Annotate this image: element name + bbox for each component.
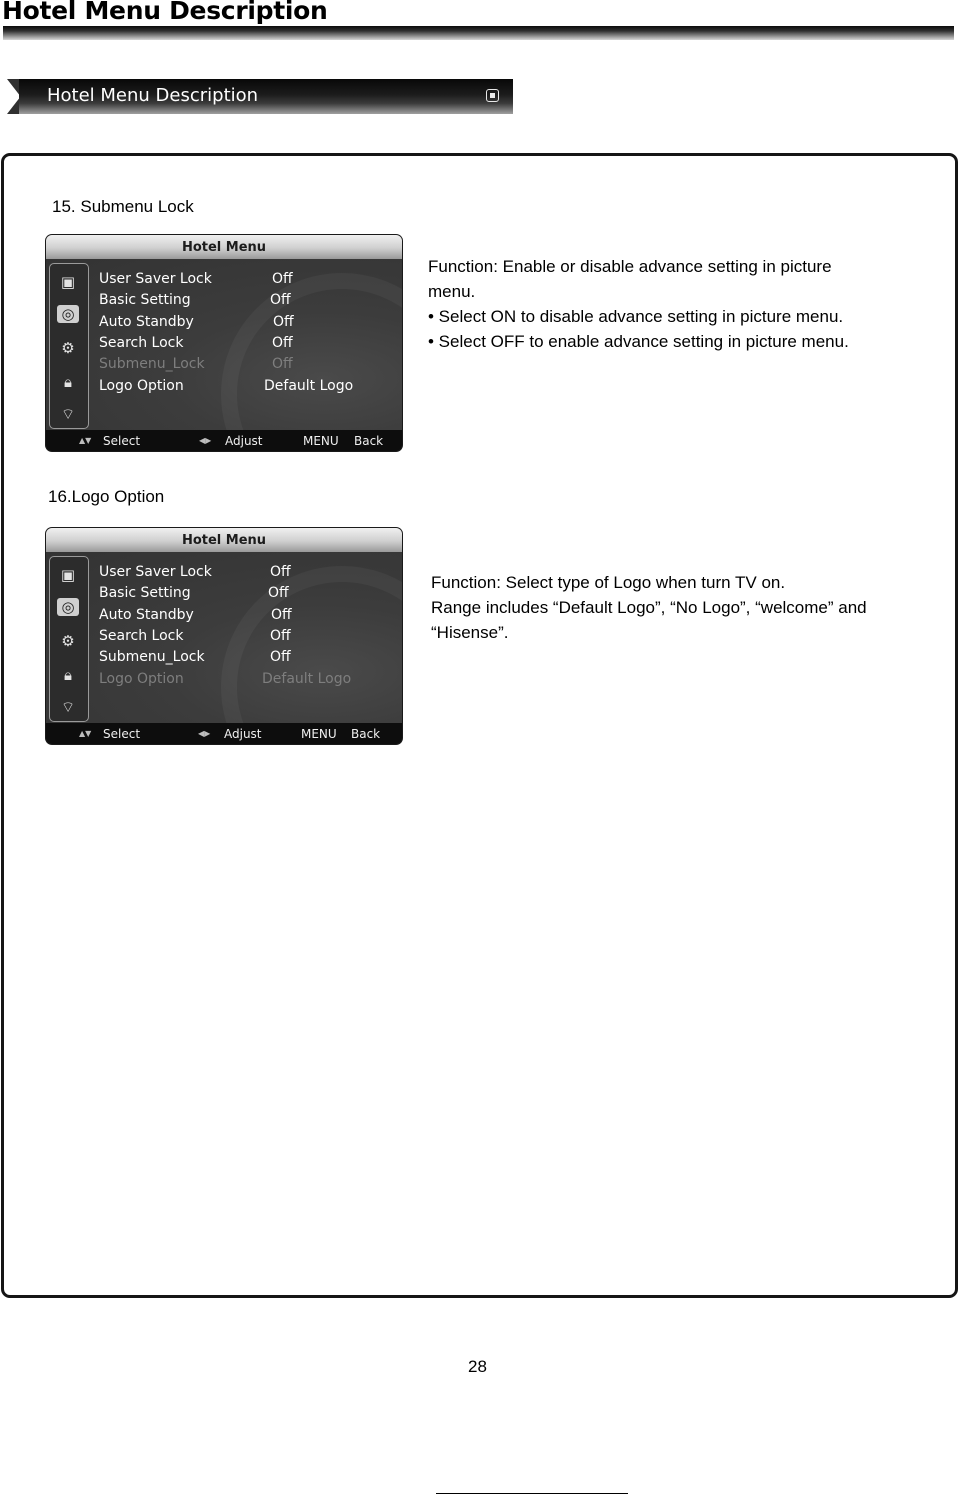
osd-item-basic-setting[interactable]: Basic Setting Off [99, 585, 289, 601]
footer-select: Select [103, 727, 141, 741]
osd-header [46, 528, 402, 552]
osd-sidebar [49, 263, 89, 429]
banner-label: Hotel Menu Description [47, 85, 259, 106]
osd-item-logo-option[interactable]: Logo Option Default Logo [99, 671, 352, 687]
osd-item-auto-standby[interactable]: Auto Standby Off [99, 607, 292, 623]
osd-hotel-menu [46, 235, 402, 451]
osd-item-search-lock[interactable]: Search Lock Off [99, 335, 293, 351]
osd-item-search-lock[interactable]: Search Lock Off [99, 628, 291, 644]
section-heading-logo-option: 16.Logo Option [48, 487, 165, 506]
osd-footer [46, 430, 402, 451]
title-rule [3, 26, 954, 40]
osd-title: Hotel Menu [181, 240, 267, 255]
lock-icon[interactable]: 🔒︎ [64, 373, 72, 391]
osd-item-user-saver-lock[interactable]: User Saver Lock Off [99, 271, 293, 287]
osd-hotel-menu [46, 528, 402, 744]
osd-item-submenu-lock[interactable]: Submenu_Lock Off [99, 649, 291, 665]
tv-picture-icon[interactable]: ▣ [60, 273, 76, 291]
section-banner [7, 79, 513, 114]
footer-menu: MENU [301, 727, 337, 741]
menu-square-icon [486, 89, 499, 102]
up-down-arrows-icon: ▲▼ [79, 729, 92, 738]
osd-item-auto-standby[interactable]: Auto Standby Off [99, 314, 294, 330]
footer-rule [436, 1493, 628, 1494]
satellite-icon[interactable]: ⌔ [60, 405, 76, 423]
footer-adjust: Adjust [225, 434, 263, 448]
left-right-arrows-icon: ◀▶ [198, 729, 211, 738]
description-logo-option: Function: Select type of Logo when turn TV on. Range includes “Default Logo”, “No Logo”, “welcome” and “Hisense”. [431, 573, 867, 642]
footer-back: Back [351, 727, 381, 741]
sound-icon[interactable]: ◎ [57, 305, 79, 323]
page-number: 28 [468, 1357, 487, 1376]
tv-picture-icon[interactable]: ▣ [60, 566, 76, 584]
satellite-icon[interactable]: ⌔ [60, 698, 76, 716]
footer-adjust: Adjust [224, 727, 262, 741]
osd-item-logo-option[interactable]: Logo Option Default Logo [99, 378, 354, 394]
footer-menu: MENU [303, 434, 339, 448]
section-heading-submenu-lock: 15. Submenu Lock [52, 197, 194, 216]
osd-item-user-saver-lock[interactable]: User Saver Lock Off [99, 564, 291, 580]
osd-footer [46, 723, 402, 744]
setup-icon[interactable]: ⚙ [61, 632, 75, 650]
lock-icon[interactable]: 🔒︎ [64, 666, 72, 684]
setup-icon[interactable]: ⚙ [61, 339, 75, 357]
page-title: Hotel Menu Description [2, 0, 328, 25]
osd-item-submenu-lock[interactable]: Submenu_Lock Off [99, 356, 293, 372]
footer-select: Select [103, 434, 141, 448]
description-submenu-lock: Function: Enable or disable advance setting in picture menu. • Select ON to disable advance setting in picture menu. • Select OFF to enable advance setting in picture menu. [428, 257, 849, 351]
osd-header [46, 235, 402, 259]
footer-back: Back [354, 434, 384, 448]
osd-body [46, 552, 402, 723]
osd-title: Hotel Menu [181, 533, 267, 548]
osd-body [46, 259, 402, 430]
osd-item-basic-setting[interactable]: Basic Setting Off [99, 292, 291, 308]
sound-icon[interactable]: ◎ [57, 598, 79, 616]
up-down-arrows-icon: ▲▼ [79, 436, 92, 445]
osd-sidebar [49, 556, 89, 722]
left-right-arrows-icon: ◀▶ [199, 436, 212, 445]
